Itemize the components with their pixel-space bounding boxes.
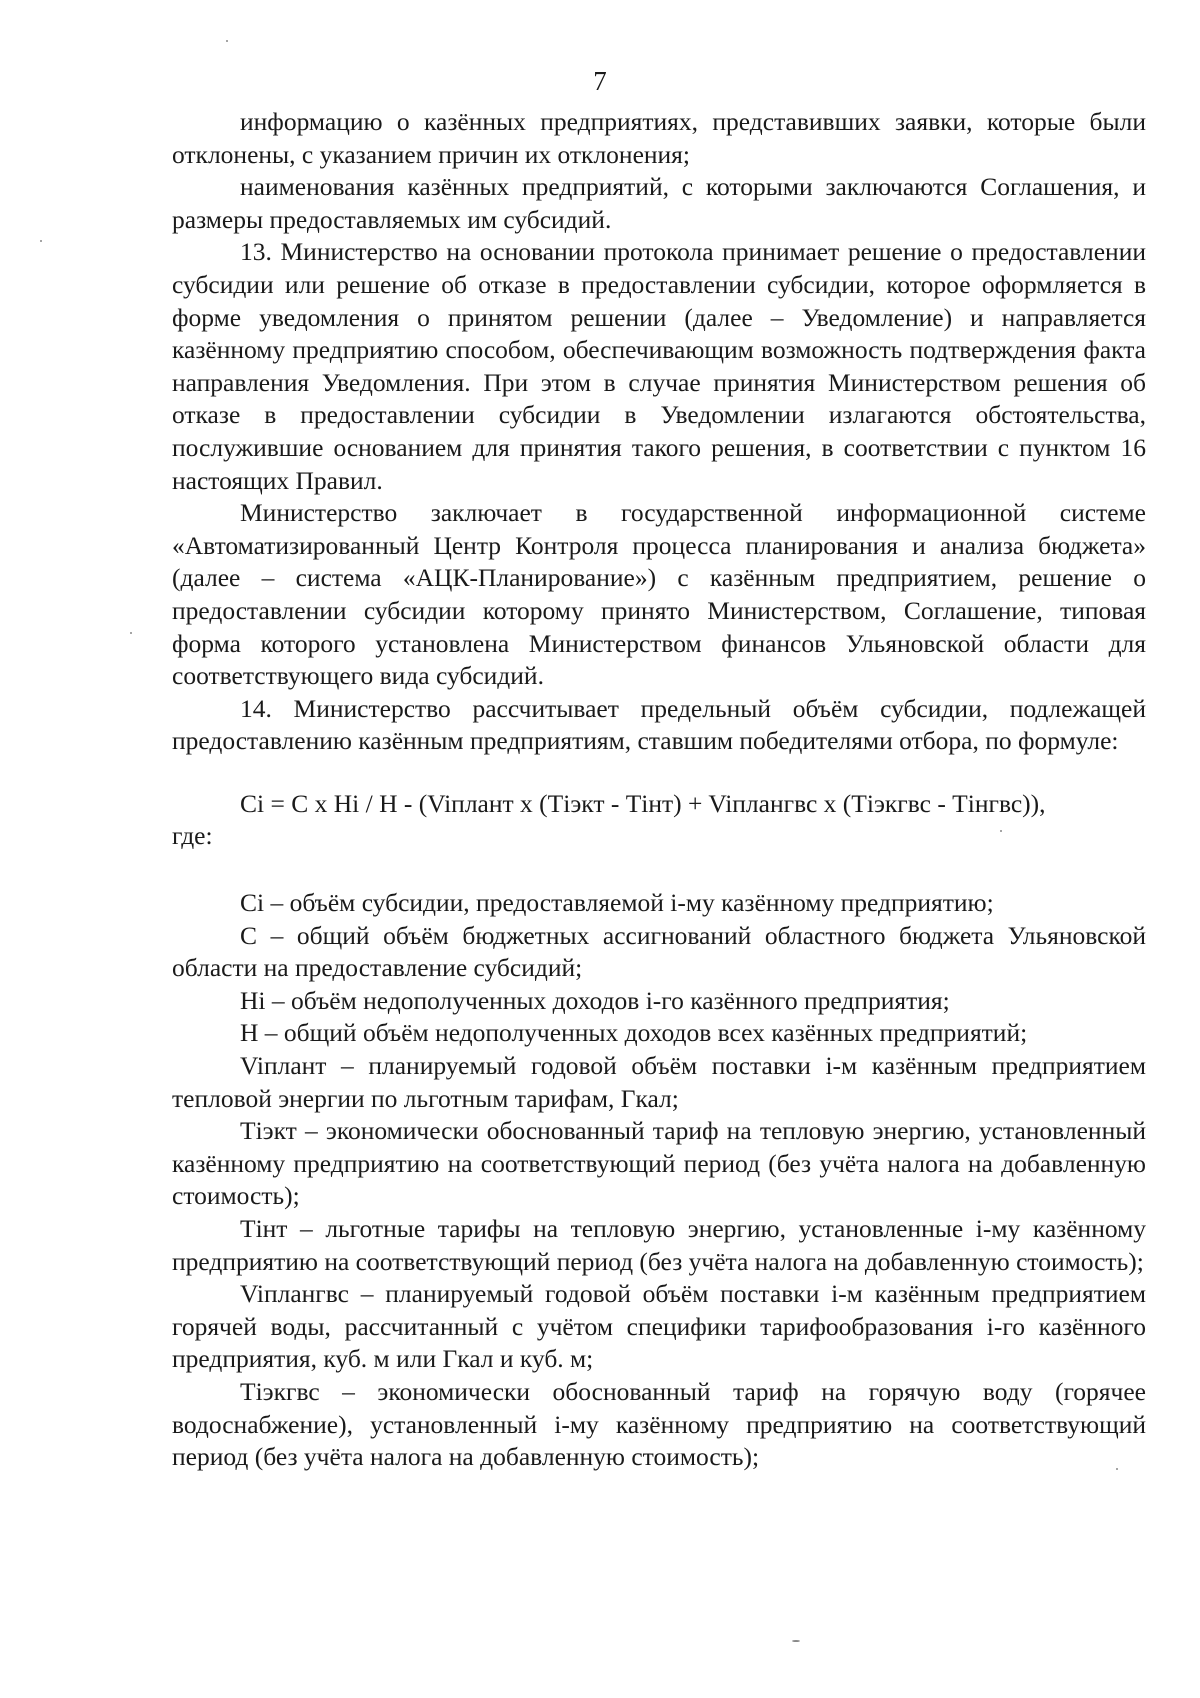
scan-speck	[792, 1640, 800, 1642]
paragraph-13-decision: 13. Министерство на основании протокола принимает решение о предоставлении субсидии или решение об отказе в предоставлении субсидии, которое оформляется в форме уведомления о принятом решении (далее – Уведомление) и направляется казённому предприятию способом, обеспечивающим возможность подтверждения факта направления Уведомления. При этом в случае принятия Министерством решения об отказе в предоставлении субсидии в Уведомлении излагаются обстоятельства, послужившие основанием для принятия такого решения, в соответствии с пунктом 16 настоящих Правил.	[172, 237, 1146, 495]
definition-viplant: Viплант – планируемый годовой объём поставки i-м казённым предприятием тепловой энергии по льготным тарифам, Гкал;	[172, 1051, 1146, 1113]
scan-speck	[1116, 1468, 1118, 1470]
paragraph-rejected-applications: информацию о казённых предприятиях, представивших заявки, которые были отклонены, с указанием причин их отклонения;	[172, 107, 1146, 169]
definition-c: C – общий объём бюджетных ассигнований областного бюджета Ульяновской области на предоставление субсидий;	[172, 920, 1146, 983]
definition-viplangvs: Viплангвс – планируемый годовой объём поставки i-м казённым предприятием горячей воды, рассчитанный с учётом специфики тарифообразования i-го казённого предприятия, куб. м или Гкал и куб. м;	[172, 1279, 1146, 1374]
definition-ci: Ci – объём субсидии, предоставляемой i-му казённому предприятию;	[240, 888, 994, 918]
scan-speck	[130, 632, 132, 634]
scan-speck	[40, 240, 42, 242]
definition-tiekt: Тiэкт – экономически обоснованный тариф на тепловую энергию, установленный казённому предприятию на соответствующий период (без учёта налога на добавленную стоимость);	[172, 1116, 1146, 1211]
definition-hi: Hi – объём недополученных доходов i-го казённого предприятия;	[240, 985, 950, 1015]
paragraph-14-calculation: 14. Министерство рассчитывает предельный объём субсидии, подлежащей предоставлению казённым предприятиям, ставшим победителями отбора, по формуле:	[172, 693, 1146, 756]
definition-tint: Тiнт – льготные тарифы на тепловую энергию, установленные i-му казённому предприятию на соответствующий период (без учёта налога на добавленную стоимость);	[172, 1214, 1146, 1276]
document-body	[172, 106, 1146, 1474]
subsidy-formula: Ci = C x Hi / H - (Viплант x (Тiэкт - Тiнт) + Viплангвс x (Тiэкгвс - Тiнгвс)),	[240, 788, 1046, 818]
definition-h: H – общий объём недополученных доходов всех казённых предприятий;	[240, 1018, 1028, 1048]
paragraph-agreement-system: Министерство заключает в государственной информационной системе «Автоматизированный Центр Контроля процесса планирования и анализа бюджета» (далее – система «АЦК-Планирование») с казённым предприятием, решение о предоставлении субсидии которому принято Министерством, Соглашение, типовая форма которого установлена Министерством финансов Ульяновской области для соответствующего вида субсидий.	[172, 498, 1146, 691]
definition-tiekgvs: Тiэкгвс – экономически обоснованный тариф на горячую воду (горячее водоснабжение), установленный i-му казённому предприятию на соответствующий период (без учёта налога на добавленную стоимость);	[172, 1376, 1146, 1472]
scan-speck	[1000, 830, 1002, 832]
formula-where-label: где:	[172, 821, 213, 851]
scan-speck	[226, 40, 228, 42]
paragraph-enterprise-names: наименования казённых предприятий, с которыми заключаются Соглашения, и размеры предоставляемых им субсидий.	[172, 172, 1146, 234]
page-number: 7	[593, 66, 607, 96]
